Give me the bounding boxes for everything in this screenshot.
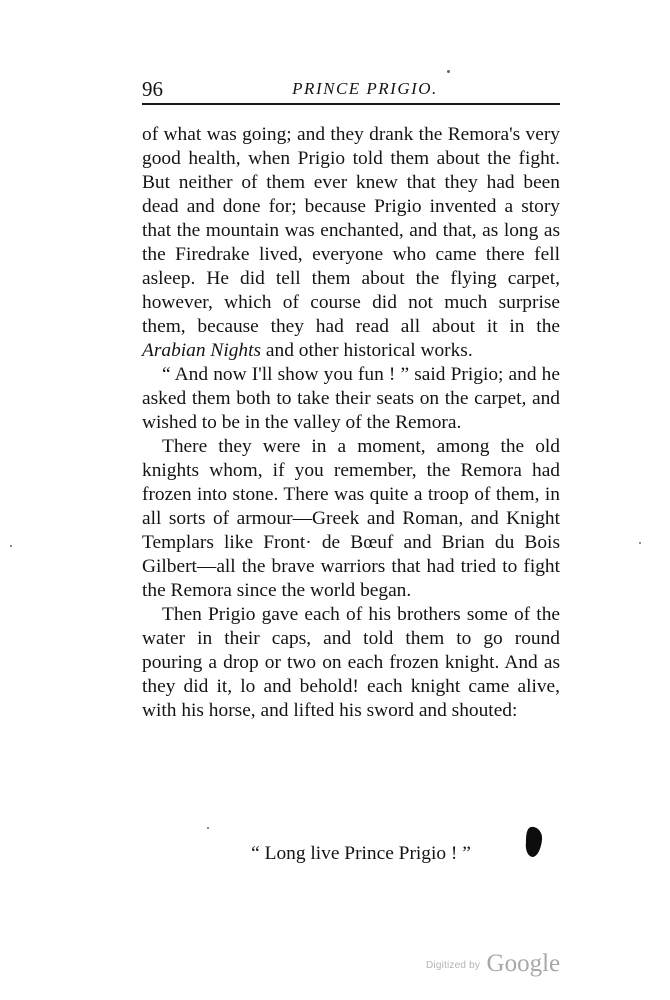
header-rule xyxy=(142,103,560,105)
paragraph-4: Then Prigio gave each of his brothers some of the water in their caps, and told them to go round pouring a drop or two on each frozen knight. And as they did it, lo and behold! each knight came alive, with his horse, and lifted his sword and shouted: xyxy=(142,604,560,721)
closing-quote: “ Long live Prince Prigio ! ” xyxy=(251,843,471,864)
paragraph-2: “ And now I'll show you fun ! ” said Prigio; and he asked them both to take their seats on the carpet, and wished to be in the valley of the Remora. xyxy=(142,364,560,433)
digitized-watermark xyxy=(426,950,560,980)
watermark-prefix: Digitized by xyxy=(426,960,481,971)
watermark-logo: Google xyxy=(486,950,561,977)
paragraph-1-text-a: of what was going; and they drank the Remora's very good health, when Prigio told them about the fight. But neither of them ever knew that they had been dead and done for; because Prigio invented a story that the mountain was enchanted, and that, as long as the Firedrake lived, everyone who came there fell asleep. He did tell them about the flying carpet, however, which of course did not much surprise them, because they had read all about it in the xyxy=(142,124,560,337)
page-header xyxy=(142,74,560,104)
scan-speck xyxy=(447,70,450,73)
paragraph-3: There they were in a moment, among the old knights whom, if you remember, the Remora had frozen into stone. There was quite a troop of them, in all sorts of armour—Greek and Roman, and Knight Templars like Front· de Bœuf and Brian du Bois Gilbert—all the brave warriors that had tried to fight the Remora since the world began. xyxy=(142,436,560,601)
paragraph-1 xyxy=(142,123,560,363)
italic-book-title: Arabian Nights xyxy=(142,340,262,361)
paragraph-1-text-b: and other historical works. xyxy=(261,340,473,361)
scan-speck xyxy=(639,542,641,544)
running-title: PRINCE PRIGIO. xyxy=(292,79,438,98)
scan-speck xyxy=(10,545,12,547)
scan-speck xyxy=(207,827,209,829)
ink-blot-icon xyxy=(524,826,544,858)
body-text xyxy=(142,123,560,723)
page-number: 96 xyxy=(142,77,163,101)
